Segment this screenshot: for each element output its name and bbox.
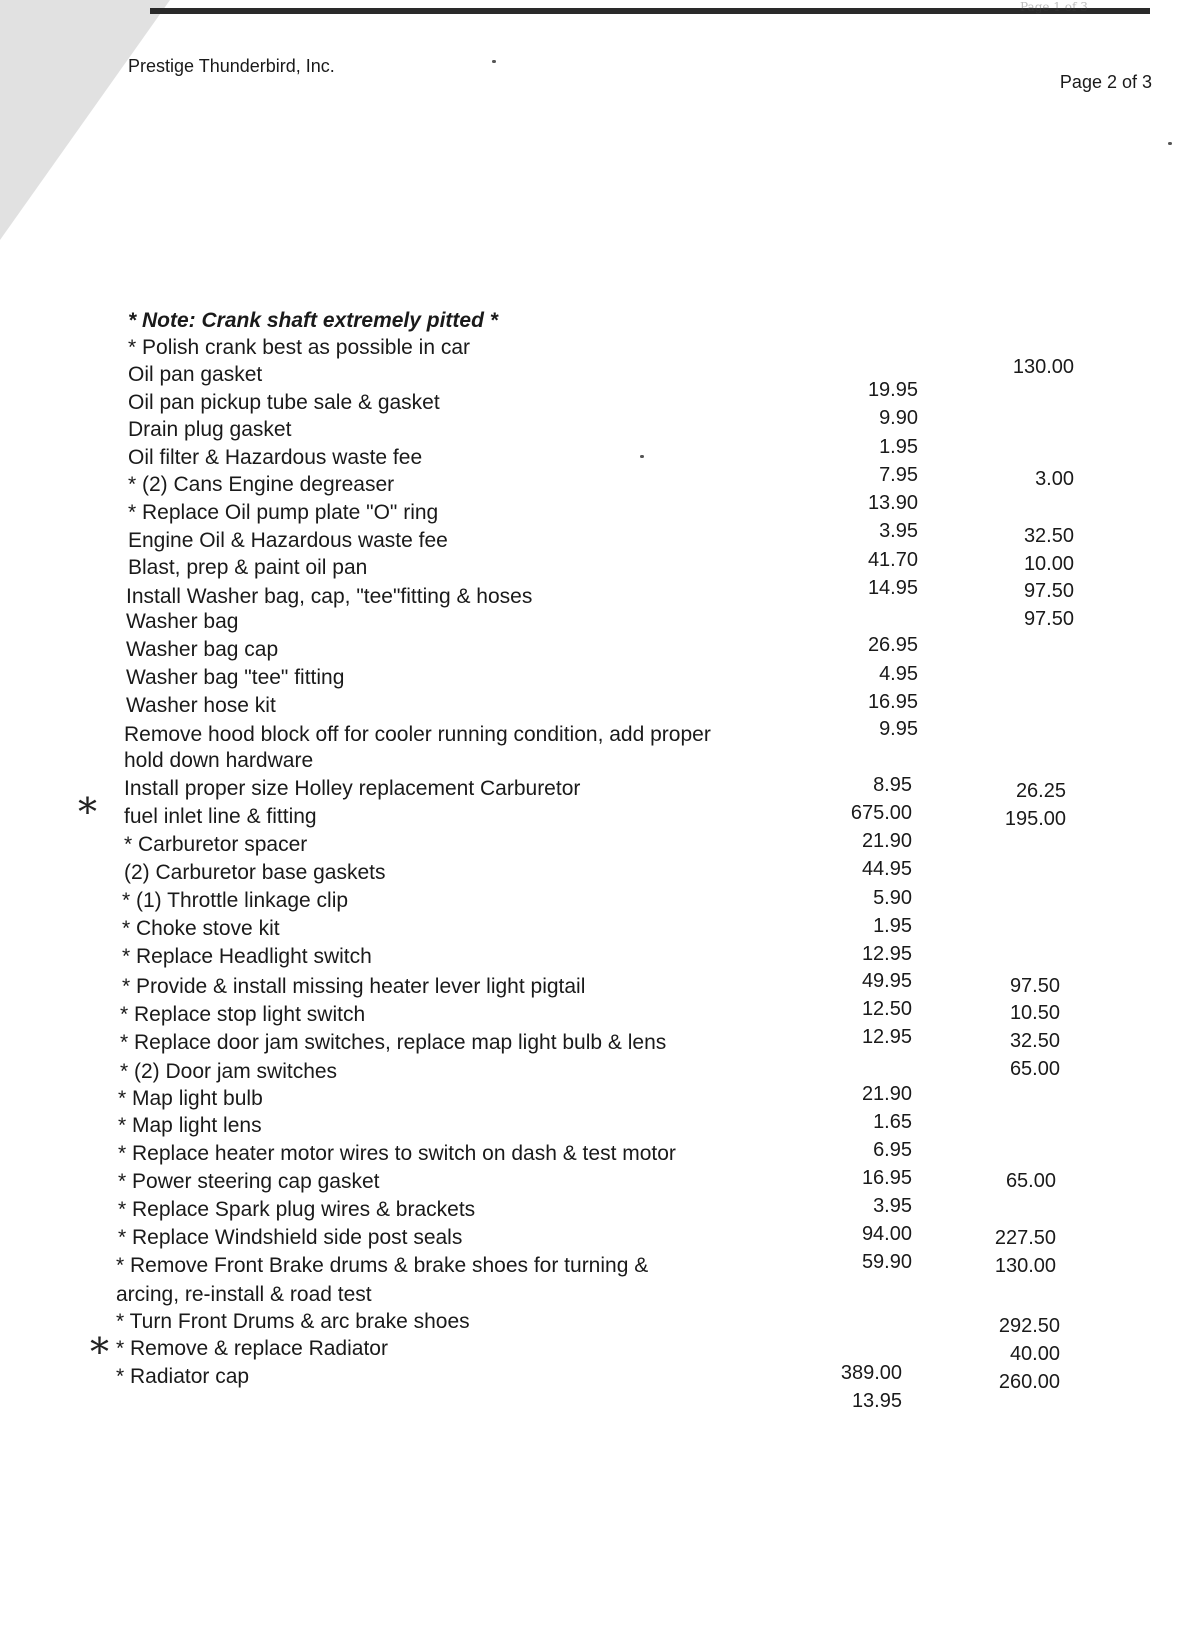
line-item-description: Install proper size Holley replacement Carburetor	[124, 777, 581, 800]
parts-amount: 21.90	[861, 830, 912, 852]
line-item-description: * Replace Spark plug wires & brackets	[118, 1198, 476, 1221]
parts-amount: 1.95	[879, 436, 918, 458]
scan-speck	[1168, 142, 1172, 145]
line-item-description: * Replace door jam switches, replace map light bulb & lens	[120, 1031, 667, 1054]
parts-amount: 9.95	[879, 718, 918, 740]
parts-amount: 9.90	[879, 407, 918, 429]
line-item-description: Oil filter & Hazardous waste fee	[128, 446, 423, 469]
parts-amount: 16.95	[861, 1167, 912, 1189]
line-item-description: Oil pan pickup tube sale & gasket	[128, 391, 440, 414]
page-number: Page 2 of 3	[1059, 72, 1152, 92]
parts-amount: 675.00	[850, 802, 912, 824]
parts-amount: 14.95	[867, 577, 918, 599]
parts-amount: 49.95	[861, 970, 912, 992]
line-item-description: * (1) Throttle linkage clip	[122, 889, 349, 912]
bleed-through-page-number: Page 1 of 3	[1020, 0, 1088, 14]
parts-amount: 3.95	[873, 1195, 912, 1217]
labor-amount: 130.00	[994, 1255, 1056, 1277]
labor-amount: 227.50	[994, 1227, 1056, 1249]
parts-amount: 59.90	[861, 1251, 912, 1273]
line-item-description: * Radiator cap	[116, 1365, 250, 1388]
labor-amount: 65.00	[1005, 1170, 1056, 1192]
line-item-description: arcing, re-install & road test	[116, 1283, 372, 1306]
line-item-description: Washer bag "tee" fitting	[126, 666, 345, 689]
line-item-description: Install Washer bag, cap, "tee"fitting & hoses	[126, 585, 533, 608]
line-item-description: * Polish crank best as possible in car	[128, 336, 470, 359]
parts-amount: 8.95	[873, 774, 912, 796]
parts-amount: 1.65	[873, 1111, 912, 1133]
line-item-description: * Power steering cap gasket	[118, 1170, 380, 1193]
labor-amount: 10.50	[1009, 1002, 1060, 1024]
line-item-description: Remove hood block off for cooler running condition, add proper	[124, 723, 711, 746]
line-item-description: fuel inlet line & fitting	[124, 805, 317, 828]
line-item-description: * Remove Front Brake drums & brake shoes for turning &	[116, 1254, 649, 1277]
handwritten-asterisk-mark: *	[78, 790, 97, 834]
line-item-description: Blast, prep & paint oil pan	[128, 556, 368, 579]
scan-speck	[492, 60, 496, 63]
labor-amount: 3.00	[1035, 468, 1074, 490]
parts-amount: 3.95	[879, 520, 918, 542]
labor-amount: 65.00	[1009, 1058, 1060, 1080]
line-item-description: * Replace heater motor wires to switch on dash & test motor	[118, 1142, 676, 1165]
parts-amount: 13.90	[867, 492, 918, 514]
line-item-description: * Carburetor spacer	[124, 833, 308, 856]
line-item-description: * Map light bulb	[118, 1087, 263, 1110]
line-item-description: * Provide & install missing heater lever light pigtail	[122, 975, 586, 998]
line-item-description: * Remove & replace Radiator	[116, 1337, 388, 1360]
parts-amount: 13.95	[851, 1390, 902, 1412]
line-item-description: * (2) Door jam switches	[120, 1060, 338, 1083]
line-item-description: * Replace Oil pump plate "O" ring	[128, 501, 439, 524]
labor-amount: 10.00	[1023, 553, 1074, 575]
parts-amount: 94.00	[861, 1223, 912, 1245]
parts-amount: 44.95	[861, 858, 912, 880]
labor-amount: 195.00	[1004, 808, 1066, 830]
parts-amount: 41.70	[867, 549, 918, 571]
company-name: Prestige Thunderbird, Inc.	[128, 56, 335, 76]
parts-amount: 12.95	[861, 1026, 912, 1048]
labor-amount: 97.50	[1009, 975, 1060, 997]
labor-amount: 130.00	[1012, 356, 1074, 378]
parts-amount: 16.95	[867, 691, 918, 713]
parts-amount: 389.00	[840, 1362, 902, 1384]
labor-amount: 97.50	[1023, 580, 1074, 602]
scan-speck	[640, 455, 644, 458]
line-item-description: (2) Carburetor base gaskets	[124, 861, 386, 884]
line-item-description: * Map light lens	[118, 1114, 262, 1137]
parts-amount: 12.95	[861, 943, 912, 965]
parts-amount: 19.95	[867, 379, 918, 401]
line-item-description: * Choke stove kit	[122, 917, 280, 940]
labor-amount: 32.50	[1023, 525, 1074, 547]
parts-amount: 12.50	[861, 998, 912, 1020]
line-item-description: hold down hardware	[124, 749, 314, 772]
note-heading: * Note: Crank shaft extremely pitted *	[128, 309, 498, 332]
parts-amount: 5.90	[873, 887, 912, 909]
line-item-description: * (2) Cans Engine degreaser	[128, 473, 395, 496]
line-item-description: Washer hose kit	[126, 694, 276, 717]
line-item-description: Washer bag	[126, 610, 239, 633]
parts-amount: 21.90	[861, 1083, 912, 1105]
labor-amount: 32.50	[1009, 1030, 1060, 1052]
line-item-description: * Replace stop light switch	[120, 1003, 366, 1026]
labor-amount: 97.50	[1023, 608, 1074, 630]
parts-amount: 1.95	[873, 915, 912, 937]
line-item-description: * Turn Front Drums & arc brake shoes	[116, 1310, 470, 1333]
line-item-description: Washer bag cap	[126, 638, 279, 661]
labor-amount: 260.00	[998, 1371, 1060, 1393]
line-item-description: Engine Oil & Hazardous waste fee	[128, 529, 448, 552]
line-item-description: * Replace Headlight switch	[122, 945, 372, 968]
parts-amount: 26.95	[867, 634, 918, 656]
parts-amount: 6.95	[873, 1139, 912, 1161]
parts-amount: 7.95	[879, 464, 918, 486]
labor-amount: 26.25	[1015, 780, 1066, 802]
line-item-description: Drain plug gasket	[128, 418, 292, 441]
line-item-description: * Replace Windshield side post seals	[118, 1226, 463, 1249]
labor-amount: 40.00	[1009, 1343, 1060, 1365]
labor-amount: 292.50	[998, 1315, 1060, 1337]
handwritten-asterisk-mark: *	[90, 1330, 109, 1374]
parts-amount: 4.95	[879, 663, 918, 685]
line-item-description: Oil pan gasket	[128, 363, 263, 386]
